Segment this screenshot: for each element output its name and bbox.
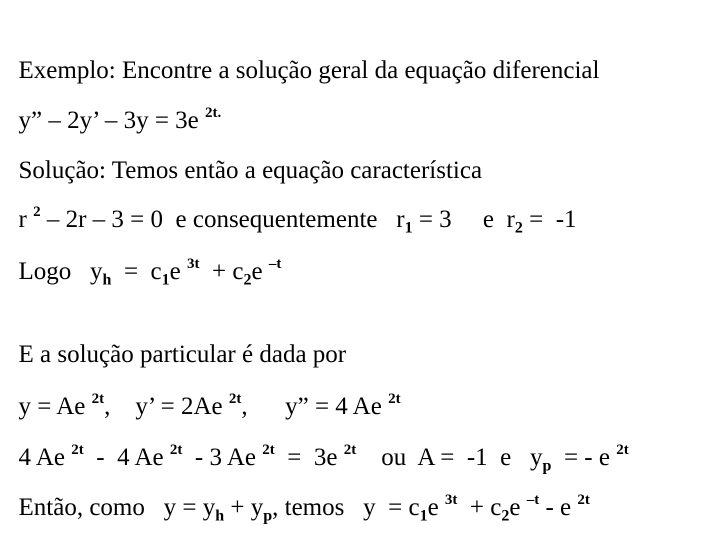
characteristic-equation: r $^2$ – 2r – 3 = 0 e consequentemente $r_1 = 3$ e $r_2 = -1$: [18, 203, 577, 237]
solution-intro: Solução: Temos então a equação característica: [18, 157, 483, 184]
particular-solution-intro: E a solução particular é dada por: [18, 341, 347, 368]
differential-equation: y” – 2y’ – 3y = 3e $^{2t.}$: [18, 104, 222, 134]
example-heading: Exemplo: Encontre a solução geral da equação diferencial: [18, 57, 600, 84]
general-solution: Então, como $y = y_h + y_p$, temos $y = c_1e$ $^{3t} + c_2e$ $^{-t}$ - e $^{2t}$: [18, 491, 590, 525]
homogeneous-solution: Logo $y_h = c_1e$ $^{3t} + c_2e$ $^{-t}$: [18, 255, 282, 289]
particular-derivatives: y = Ae $^{2t}$, y’ = 2Ae $^{2t}$, y” = 4 Ae $^{2t}$: [18, 390, 401, 420]
coefficient-equation: 4 Ae $^{2t}$ - 4 Ae $^{2t}$ - 3 Ae $^{2t}$ = 3e $^{2t}$ ou A = -1 e $y_p$ = - e $^{2t}$: [18, 441, 629, 475]
